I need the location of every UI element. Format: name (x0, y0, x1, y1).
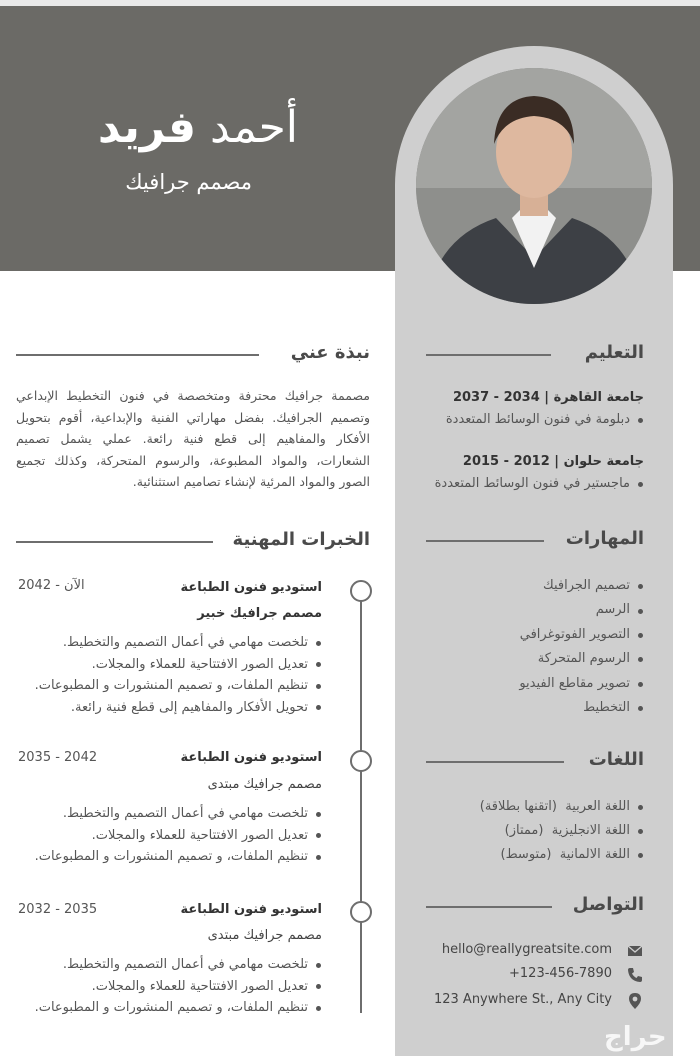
phone-text[interactable]: +123-456-7890 (509, 966, 612, 981)
person-portrait-icon (416, 68, 652, 304)
job-bullet: تعديل الصور الافتتاحية للعملاء والمجلات. (35, 654, 322, 676)
phone-icon (626, 966, 644, 984)
skill-item: تصميم الجرافيك (519, 574, 644, 598)
email-icon (626, 942, 644, 960)
contact-heading: التواصل (572, 894, 644, 915)
address-text: 123 Anywhere St., Any City (433, 992, 612, 1007)
job-3-bullets (35, 954, 322, 1019)
school-name: جامعة القاهرة (553, 390, 644, 405)
languages-divider (426, 761, 564, 763)
job-1-date: 2042 - الآن (18, 578, 85, 593)
school-years: 2012 - 2015 (462, 454, 550, 469)
skill-item: تصوير مقاطع الفيديو (519, 672, 644, 696)
education-item-2-details (435, 476, 644, 491)
email-text[interactable]: hello@reallygreatsite.com (441, 942, 612, 957)
job-3-company: استوديو فنون الطباعة (180, 902, 322, 917)
job-2-company: استوديو فنون الطباعة (180, 750, 322, 765)
skill-item: التصوير الفوتوغرافي (519, 623, 644, 647)
job-bullet: تلخصت مهامي في أعمال التصميم والتخطيط. (35, 954, 322, 976)
job-2-bullets (35, 803, 322, 868)
about-heading: نبذة عني (290, 342, 370, 363)
job-bullet: تنظيم الملفات، و تصميم المنشورات و المطبوعات. (35, 675, 322, 697)
job-bullet: تحويل الأفكار والمفاهيم إلى قطع فنية رائعة. (35, 697, 322, 719)
job-3-role: مصمم جرافيك مبتدى (207, 928, 322, 943)
language-level: (ممتاز) (504, 823, 544, 838)
language-name: اللغة الانجليزية (551, 823, 630, 838)
education-item-1-header: جامعة القاهرة | 2034 - 2037 (452, 390, 644, 405)
education-item-1-details (446, 412, 644, 427)
about-divider (16, 354, 259, 356)
language-item (480, 843, 644, 867)
degree: ماجستير في فنون الوسائط المتعددة (435, 476, 644, 491)
school-years: 2034 - 2037 (452, 390, 540, 405)
contact-address-row (430, 990, 650, 1012)
location-icon (626, 992, 644, 1010)
job-bullet: تلخصت مهامي في أعمال التصميم والتخطيط. (35, 803, 322, 825)
job-2-date: 2035 - 2042 (18, 750, 98, 765)
job-bullet: تنظيم الملفات، و تصميم المنشورات و المطبوعات. (35, 997, 322, 1019)
experience-heading: الخبرات المهنية (232, 529, 370, 550)
degree: دبلومة في فنون الوسائط المتعددة (446, 412, 644, 427)
language-name: اللغة الالمانية (559, 847, 630, 862)
skills-list (519, 574, 644, 720)
skills-divider (426, 540, 544, 542)
job-bullet: تعديل الصور الافتتاحية للعملاء والمجلات. (35, 976, 322, 998)
skill-item: الرسوم المتحركة (519, 647, 644, 671)
profile-photo (416, 68, 652, 304)
job-2-role: مصمم جرافيك مبتدى (207, 777, 322, 792)
job-1-company: استوديو فنون الطباعة (180, 580, 322, 595)
timeline-dot (350, 580, 372, 602)
job-bullet: تنظيم الملفات، و تصميم المنشورات و المطبوعات. (35, 846, 322, 868)
job-bullet: تلخصت مهامي في أعمال التصميم والتخطيط. (35, 632, 322, 654)
skills-heading: المهارات (565, 528, 644, 549)
skill-item: الرسم (519, 598, 644, 622)
last-name: فريد (97, 102, 197, 153)
languages-heading: اللغات (588, 749, 644, 770)
timeline-dot (350, 901, 372, 923)
contact-email-row (430, 940, 650, 962)
school-name: جامعة حلوان (563, 454, 644, 469)
language-name: اللغة العربية (565, 799, 630, 814)
experience-divider (16, 541, 213, 543)
first-name: أحمد (210, 102, 298, 153)
skill-item: التخطيط (519, 696, 644, 720)
job-bullet: تعديل الصور الافتتاحية للعملاء والمجلات. (35, 825, 322, 847)
language-item (480, 795, 644, 819)
experience-timeline (360, 589, 362, 1013)
about-text: مصممة جرافيك محترفة ومتخصصة في فنون التخطيط الإبداعي وتصميم الجرافيك. بفضل مهاراتي الفنية والإبداعية، أقوم بتحويل الأفكار والمفاهيم إلى قطع فنية رائعة. عملي يشمل تصميم الشعارات، والمواد المطبوعة، والرسوم المتحركة، وكذلك تجميع الصور والمواد المرئية لإنشاء تصاميم استثنائية. (16, 388, 370, 489)
education-heading: التعليم (584, 342, 644, 363)
education-divider (426, 354, 551, 356)
language-level: (اتقنها بطلاقة) (479, 799, 557, 814)
contact-divider (426, 906, 552, 908)
contact-phone-row (430, 964, 650, 986)
language-item (480, 819, 644, 843)
candidate-name (98, 98, 298, 158)
language-level: (متوسط) (500, 847, 552, 862)
job-3-date: 2032 - 2035 (18, 902, 98, 917)
education-item-2-header: جامعة حلوان | 2012 - 2015 (462, 454, 644, 469)
watermark-logo: حراج (604, 1022, 667, 1052)
timeline-dot (350, 750, 372, 772)
languages-list (480, 795, 644, 867)
job-1-bullets (35, 632, 322, 718)
job-1-role: مصمم جرافيك خبير (197, 606, 322, 621)
job-title: مصمم جرافيك (125, 170, 252, 194)
